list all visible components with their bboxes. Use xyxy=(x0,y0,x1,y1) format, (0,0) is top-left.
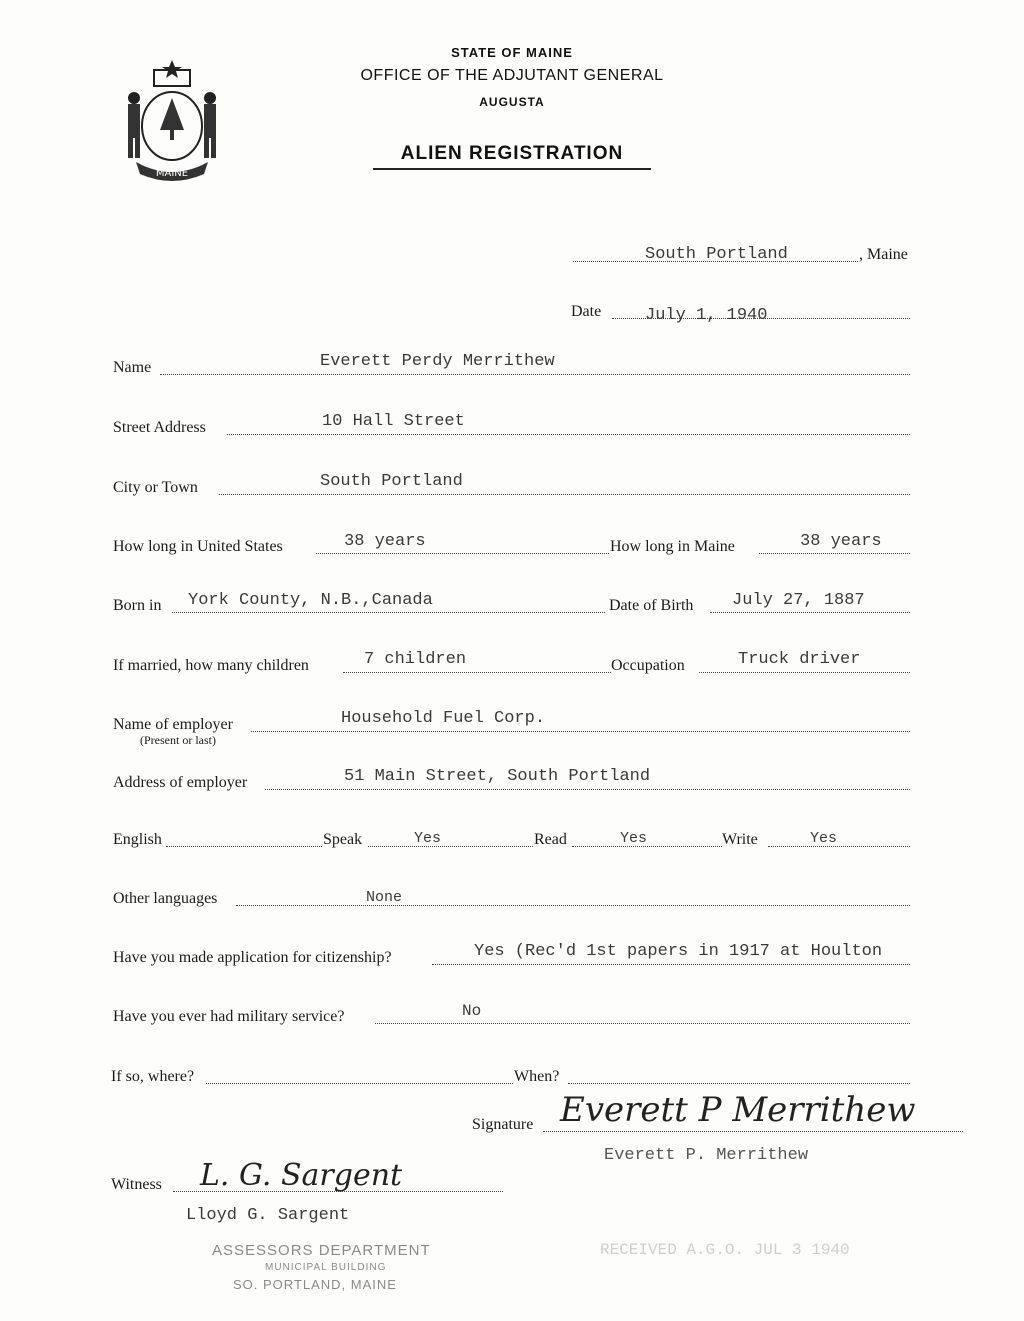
other-languages-value: None xyxy=(366,889,403,906)
signature-handwritten: Everett P Merrithew xyxy=(560,1090,916,1130)
name-label: Name xyxy=(113,359,152,376)
citizenship-label: Have you made application for citizenship? xyxy=(113,949,392,966)
state-heading: STATE OF MAINE xyxy=(451,45,573,60)
witness-typed: Lloyd G. Sargent xyxy=(186,1206,350,1225)
born-value: York County, N.B.,Canada xyxy=(188,591,433,610)
dob-label: Date of Birth xyxy=(609,597,694,614)
street-label: Street Address xyxy=(113,419,206,436)
assessors-stamp-address: SO. PORTLAND, MAINE xyxy=(233,1277,397,1292)
witness-label: Witness xyxy=(111,1176,162,1193)
office-heading: OFFICE OF THE ADJUTANT GENERAL xyxy=(360,67,664,84)
svg-text:MAINE: MAINE xyxy=(155,168,189,179)
maine-state-seal-icon xyxy=(116,58,228,186)
form-title: ALIEN REGISTRATION xyxy=(400,143,624,164)
when-label: When? xyxy=(514,1068,560,1085)
signature-label: Signature xyxy=(472,1116,534,1133)
write-label: Write xyxy=(722,831,758,848)
signature-typed: Everett P. Merrithew xyxy=(604,1146,809,1165)
place-value: South Portland xyxy=(645,245,788,264)
children-label: If married, how many children xyxy=(113,657,309,674)
military-label: Have you ever had military service? xyxy=(113,1008,345,1025)
us-duration-value: 38 years xyxy=(344,532,426,551)
place-suffix: , Maine xyxy=(859,246,908,263)
english-label: English xyxy=(113,831,162,848)
occupation-label: Occupation xyxy=(611,657,685,674)
city-value: South Portland xyxy=(320,472,463,491)
city-label: City or Town xyxy=(113,479,198,496)
other-languages-label: Other languages xyxy=(113,890,218,907)
where-label: If so, where? xyxy=(111,1068,195,1085)
read-label: Read xyxy=(534,831,567,848)
employer-label: Name of employer xyxy=(113,716,233,733)
children-value: 7 children xyxy=(364,650,467,669)
military-value: No xyxy=(462,1002,482,1020)
title-underline xyxy=(373,168,651,170)
write-value: Yes xyxy=(810,830,838,847)
witness-handwritten: L. G. Sargent xyxy=(200,1158,403,1193)
speak-value: Yes xyxy=(414,830,442,847)
us-duration-label: How long in United States xyxy=(113,538,283,555)
occupation-value: Truck driver xyxy=(738,650,861,669)
name-value: Everett Perdy Merrithew xyxy=(320,352,555,371)
employer-sublabel: (Present or last) xyxy=(140,733,216,747)
assessors-stamp-dept: ASSESSORS DEPARTMENT xyxy=(212,1242,431,1259)
maine-duration-label: How long in Maine xyxy=(610,538,735,555)
speak-label: Speak xyxy=(323,831,363,848)
received-stamp: RECEIVED A.G.O. JUL 3 1940 xyxy=(600,1241,850,1259)
born-label: Born in xyxy=(113,597,162,614)
street-value: 10 Hall Street xyxy=(322,412,465,431)
date-label: Date xyxy=(571,303,602,320)
employer-address-value: 51 Main Street, South Portland xyxy=(344,767,651,786)
maine-duration-value: 38 years xyxy=(800,532,882,551)
date-value: July 1, 1940 xyxy=(645,306,768,325)
citizenship-value: Yes (Rec'd 1st papers in 1917 at Houlton xyxy=(474,942,883,961)
dob-value: July 27, 1887 xyxy=(732,591,865,610)
assessors-stamp-building: MUNICIPAL BUILDING xyxy=(265,1262,387,1273)
read-value: Yes xyxy=(620,830,648,847)
city-heading: AUGUSTA xyxy=(479,95,545,109)
employer-address-label: Address of employer xyxy=(113,774,248,791)
employer-value: Household Fuel Corp. xyxy=(341,709,546,728)
